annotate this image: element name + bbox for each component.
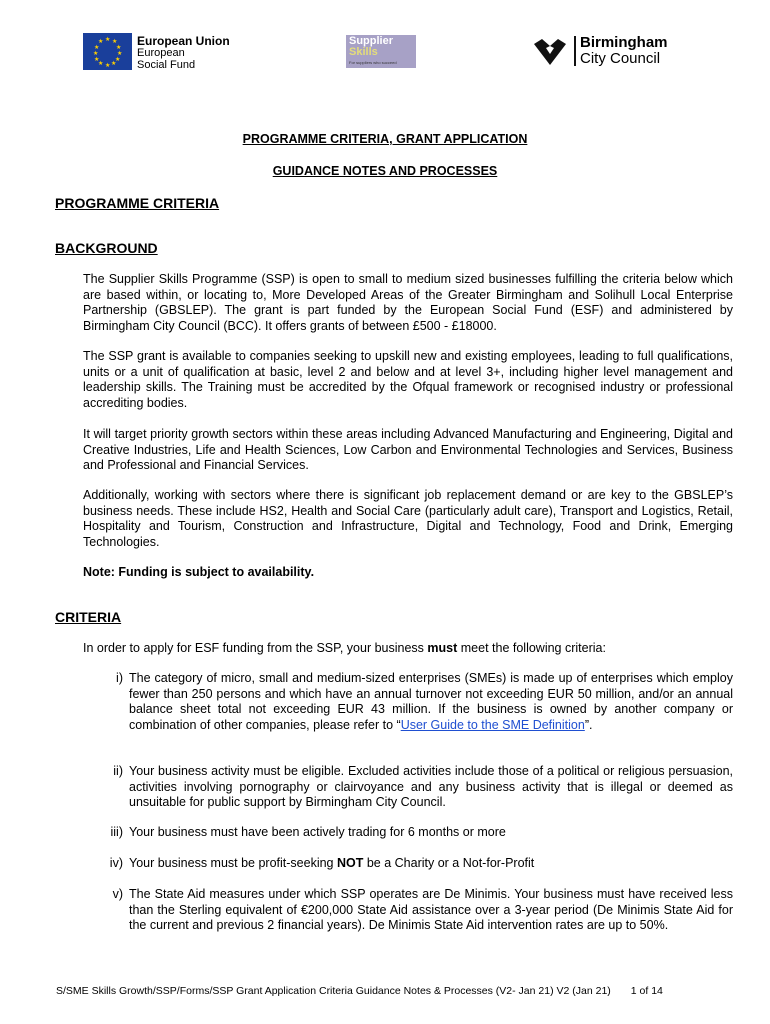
bcc-logo-text bbox=[580, 35, 668, 67]
funding-note: Note: Funding is subject to availability. bbox=[83, 565, 315, 579]
criteria-item-state-aid: The State Aid measures under which SSP operates are De Minimis. Your business must have received less than the Sterling equivalent of €200,000 State Aid assistance over a 3-year period (De Minimis State Aid for the current and previous 2 financial years). De Minimis State Aid intervention rates are up to 50%. bbox=[129, 887, 733, 932]
criteria-intro-text: In order to apply for ESF funding from the SSP, your business bbox=[83, 641, 428, 655]
bcc-logo-divider bbox=[574, 36, 576, 66]
criteria-item-text: The category of micro, small and medium-sized enterprises (SMEs) is made up of enterprises which employ fewer than 250 persons and which have an annual turnover not exceeding EUR 50 million, and/or an annual balance sheet total not exceeding EUR 43 million. If the business is owned by another company or combination of other companies, please refer to “ bbox=[129, 671, 733, 732]
ssp-logo-line1: Supplier bbox=[349, 35, 394, 47]
heading-background: BACKGROUND bbox=[55, 240, 158, 256]
criteria-intro bbox=[83, 641, 733, 657]
criteria-item-eligible-activity: Your business activity must be eligible. Excluded activities include those of a political or religious persuasion, activities involving pornography or clairvoyance and any business activity that is illegal or deemed as unsuitable for public support by Birmingham City Council. bbox=[129, 764, 733, 809]
criteria-intro-text-end: meet the following criteria: bbox=[457, 641, 606, 655]
page-footer bbox=[56, 985, 663, 997]
criteria-item-text-end: be a Charity or a Not-for-Profit bbox=[363, 856, 535, 870]
criteria-item-number: iv) bbox=[109, 856, 123, 870]
heading-programme-criteria: PROGRAMME CRITERIA bbox=[55, 195, 220, 211]
background-paragraph-3: It will target priority growth sectors within these areas including Advanced Manufacturing and Engineering, Digital and Creative Industries, Life and Health Sciences, Low Carbon and Environmental Technologies and Services, Business and Professional and Financial Services. bbox=[83, 427, 733, 472]
criteria-intro-emphasis: must bbox=[427, 641, 458, 655]
bcc-logo-line1: Birmingham bbox=[580, 34, 668, 51]
criteria-item-emphasis: NOT bbox=[336, 856, 364, 870]
eu-logo-text bbox=[137, 35, 230, 71]
bcc-heart-icon bbox=[532, 38, 568, 66]
criteria-item-number: iii) bbox=[110, 825, 123, 839]
document-subtitle: GUIDANCE NOTES AND PROCESSES bbox=[272, 164, 498, 178]
criteria-item-text-end: ”. bbox=[584, 717, 593, 732]
ssp-logo-line2: Skills bbox=[349, 46, 378, 58]
page-number: 1 of 14 bbox=[630, 985, 663, 997]
criteria-item-number: v) bbox=[112, 887, 123, 901]
heading-criteria: CRITERIA bbox=[55, 609, 122, 625]
background-paragraph-2: The SSP grant is available to companies seeking to upskill new and existing employees, leading to full qualifications, units or a unit of qualification at basic, level 2 and below and at level 3+, including higher level management and leadership skills. The Training must be accredited by the Ofqual framework or recognised industry or professional accrediting bodies. bbox=[83, 349, 733, 410]
criteria-item-text: Your business must be profit-seeking bbox=[129, 856, 337, 870]
bcc-logo-line2: City Council bbox=[580, 50, 661, 67]
criteria-item-trading-period: Your business must have been actively trading for 6 months or more bbox=[129, 825, 506, 839]
criteria-item-number: ii) bbox=[113, 764, 123, 778]
background-paragraph-1: The Supplier Skills Programme (SSP) is open to small to medium sized businesses fulfilling the criteria below which are based within, or locating to, More Developed Areas of the Greater Birmingham and Solihull Local Enterprise Partnership (GBSLEP). The grant is part funded by the European Social Fund (ESF) and administered by Birmingham City Council (BCC). It offers grants of between £500 - £18000. bbox=[83, 272, 733, 333]
eu-logo-line1: European Union bbox=[137, 34, 230, 48]
criteria-item-sme bbox=[129, 671, 733, 733]
supplier-skills-logo bbox=[346, 35, 416, 68]
background-paragraph-4: Additionally, working with sectors where there is significant job replacement demand or are key to the GBSLEP’s business needs. These include HS2, Health and Social Care (particularly adult care), Transport and Logistics, Retail, Hospitality and Tourism, Construction and Infrastructure, Digital and Technology, Food and Drink, Emerging Technologies. bbox=[83, 488, 733, 549]
criteria-item-number: i) bbox=[116, 671, 123, 685]
eu-logo-line3: Social Fund bbox=[137, 59, 196, 71]
ssp-logo-tagline: For suppliers who succeed bbox=[349, 60, 397, 65]
footer-document-path: S/SME Skills Growth/SSP/Forms/SSP Grant Application Criteria Guidance Notes & Processes (V2- Jan 21) V2 (Jan 21) bbox=[56, 985, 611, 997]
eu-logo-line2: European bbox=[137, 47, 185, 59]
criteria-item-profit-seeking bbox=[129, 856, 733, 872]
eu-flag-logo: ★ ★ ★ ★ ★ ★ ★ ★ ★ ★ ★ ★ bbox=[83, 33, 132, 70]
document-title: PROGRAMME CRITERIA, GRANT APPLICATION bbox=[242, 132, 528, 146]
sme-definition-link[interactable]: User Guide to the SME Definition bbox=[400, 717, 585, 732]
